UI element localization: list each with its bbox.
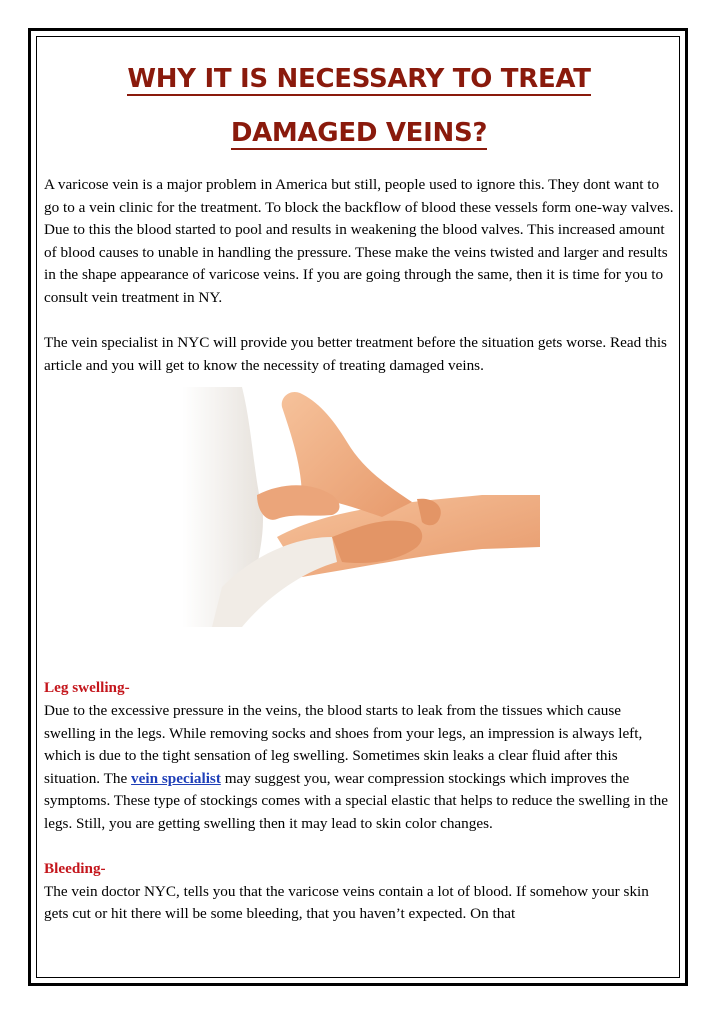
section-text-bleeding: The vein doctor NYC, tells you that the varicose veins contain a lot of blood. If somehow your skin gets cut or hit there will be some bleeding, that you haven’t expected. On that (44, 882, 649, 923)
section-heading-bleeding: Bleeding- (44, 860, 106, 878)
article (44, 44, 674, 926)
leg-massage-image (182, 387, 540, 627)
intro-paragraph-2: The vein specialist in NYC will provide you better treatment before the situation gets worse. Read this article and you will get to know the necessity of treating damaged veins. (44, 334, 667, 374)
vein-specialist-link[interactable]: vein specialist (131, 769, 221, 787)
intro-paragraph-1: A varicose vein is a major problem in America but still, people used to ignore this. They dont want to go to a vein clinic for the treatment. To block the backflow of blood these vessels form one-way valves. Due to this the blood started to pool and results in weakening the blood valves. This increased amount of blood causes to unable in handling the pressure. These make the veins twisted and larger and results in the shape appearance of varicose veins. If you are going through the same, then it is time for you to consult vein treatment in NY. (44, 176, 674, 306)
leg-massage-illustration (182, 387, 540, 627)
article-body (44, 174, 674, 926)
section-heading-leg-swelling: Leg swelling- (44, 679, 130, 697)
article-title (44, 44, 674, 160)
section-text-leg-swelling: Due to the excessive pressure in the veins, the blood starts to leak from the tissues which cause swelling in the legs. While removing socks and shoes from your legs, an impression is always left, which is due to the tight sensation of leg swelling. Sometimes skin leaks a clear fluid after this situation. The vein specialist may suggest you, wear compression stockings which improves the symptoms. These type of stockings comes with a special elastic that helps to reduce the swelling in the legs. Still, you are getting swelling then it may lead to skin color changes. (44, 701, 668, 832)
title-line-1: WHY IT IS NECESSARY TO TREAT (127, 64, 591, 94)
title-line-2: DAMAGED VEINS? (230, 118, 488, 148)
